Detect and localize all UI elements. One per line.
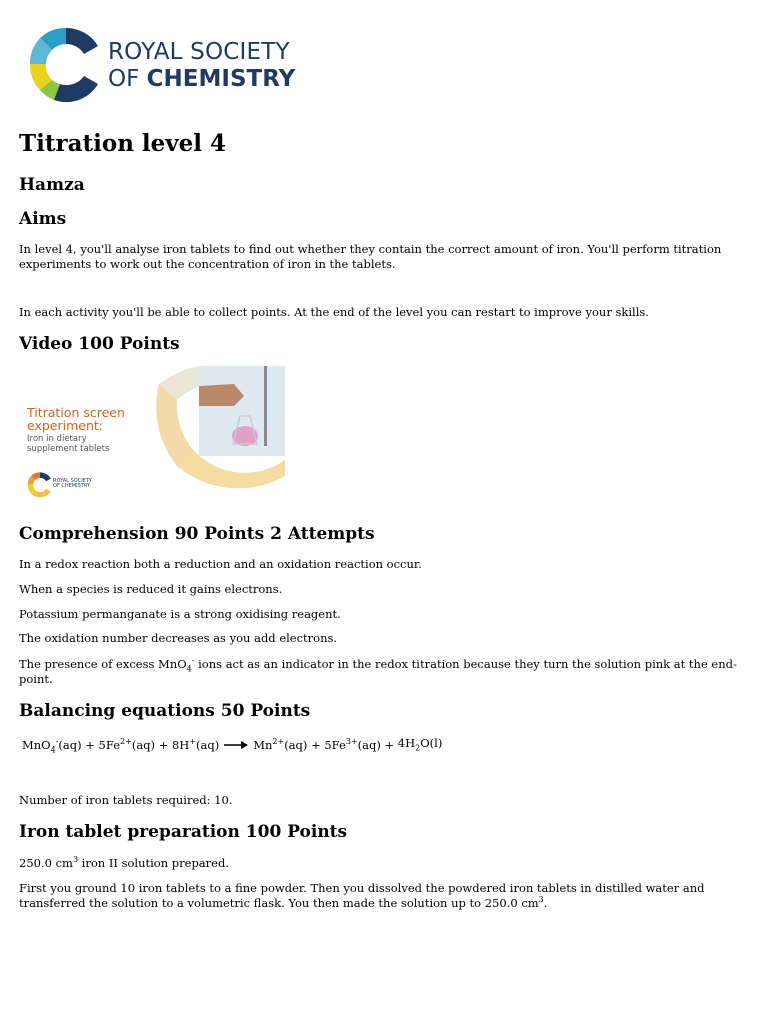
eq-superscript: 3+: [345, 737, 358, 747]
eq-term: (aq): [196, 738, 220, 752]
logo-line-2: [108, 68, 295, 91]
balancing-heading: Balancing equations 50 Points: [19, 701, 311, 721]
logo-line-1: ROYAL SOCIETY: [108, 39, 290, 65]
superscript: -: [191, 656, 195, 666]
aims-paragraph-2: In each activity you'll be able to collect points. At the end of the level you can restart to improve your skills.: [19, 305, 649, 319]
eq-superscript: 2+: [272, 737, 285, 747]
thumbnail-subtitle: [27, 434, 109, 454]
eq-term: O(l): [420, 736, 443, 750]
eq-water: [397, 736, 443, 753]
comprehension-line-1: In a redox reaction both a reduction and an oxidation reaction occur.: [19, 557, 422, 571]
thumbnail-subtitle-line-2: supplement tablets: [27, 444, 110, 454]
period: .: [543, 896, 548, 910]
eq-superscript: 2+: [120, 737, 132, 747]
student-name: Hamza: [19, 175, 85, 195]
comprehension-line-5: [19, 657, 754, 687]
aims-paragraph-1: In level 4, you'll analyse iron tablets to find out whether they contain the correct amount of iron. You'll perform titration experiments to work out the concentration of iron in the tablets.: [19, 242, 722, 271]
thumbnail-logo-text: [53, 479, 92, 489]
eq-term: 4H: [397, 736, 416, 750]
eq-term: MnO: [22, 738, 51, 752]
thumbnail-title-line-2: experiment:: [27, 418, 104, 433]
thumbnail-rsc-logo-icon: [27, 468, 53, 502]
logo-of: OF: [108, 66, 140, 92]
thumbnail-title-line-1: Titration screen: [27, 405, 125, 420]
logo-chemistry: CHEMISTRY: [146, 66, 296, 92]
comprehension-line-4: The oxidation number decreases as you add electrons.: [19, 631, 338, 645]
comprehension-line-3: Potassium permanganate is a strong oxidising reagent.: [19, 607, 341, 621]
rsc-logo-mark-icon: [28, 24, 104, 106]
thumbnail-subtitle-line-1: Iron in dietary: [27, 434, 87, 444]
eq-term: Mn: [253, 738, 273, 752]
equation-products: [253, 738, 442, 752]
eq-term: (aq) + 8H: [131, 738, 190, 752]
eq-subscript: 2: [415, 743, 421, 753]
reaction-arrow-icon: [223, 740, 249, 750]
thumbnail-logo-line-2: OF CHEMISTRY: [53, 483, 91, 489]
solution-text: iron II solution prepared.: [78, 856, 229, 870]
mno4-text: The presence of excess MnO: [19, 657, 187, 671]
eq-term: (aq) +: [357, 738, 398, 752]
superscript: 3: [72, 855, 79, 865]
comprehension-line-2: When a species is reduced it gains electrons.: [19, 582, 283, 596]
video-thumbnail[interactable]: [19, 366, 285, 502]
preparation-text: First you ground 10 iron tablets to a fine powder. Then you dissolved the powdered iron tablets in distilled water and transferred the solution to a volumetric flask. You then made the solution up to 250.0 cm: [19, 881, 705, 910]
eq-superscript: -: [55, 737, 59, 747]
superscript: 3: [538, 895, 544, 905]
comprehension-heading: Comprehension 90 Points 2 Attempts: [19, 524, 375, 544]
preparation-line-1: [19, 856, 754, 871]
thumbnail-logo-line-1: ROYAL SOCIETY: [53, 478, 92, 484]
eq-subscript: 4: [50, 745, 56, 755]
indicator-text: ions act as an indicator in the redox titration because they turn the solution pink at the end-point.: [19, 657, 737, 686]
thumbnail-title: [27, 406, 125, 432]
preparation-heading: Iron tablet preparation 100 Points: [19, 822, 348, 842]
page-title: Titration level 4: [19, 130, 227, 157]
eq-superscript: +: [189, 737, 197, 747]
eq-term: (aq) + 5Fe: [58, 738, 121, 752]
volume-text: 250.0 cm: [19, 856, 73, 870]
equation-reactants: [22, 737, 220, 755]
eq-term: (aq) + 5Fe: [284, 738, 346, 752]
preparation-paragraph: [19, 881, 754, 911]
aims-heading: Aims: [19, 209, 67, 229]
balanced-equation: [22, 736, 443, 755]
rsc-logo: [28, 24, 328, 106]
rsc-logo-text: [108, 41, 295, 91]
subscript: 4: [186, 664, 192, 674]
tablets-required: Number of iron tablets required: 10.: [19, 793, 233, 807]
video-heading: Video 100 Points: [19, 334, 180, 354]
